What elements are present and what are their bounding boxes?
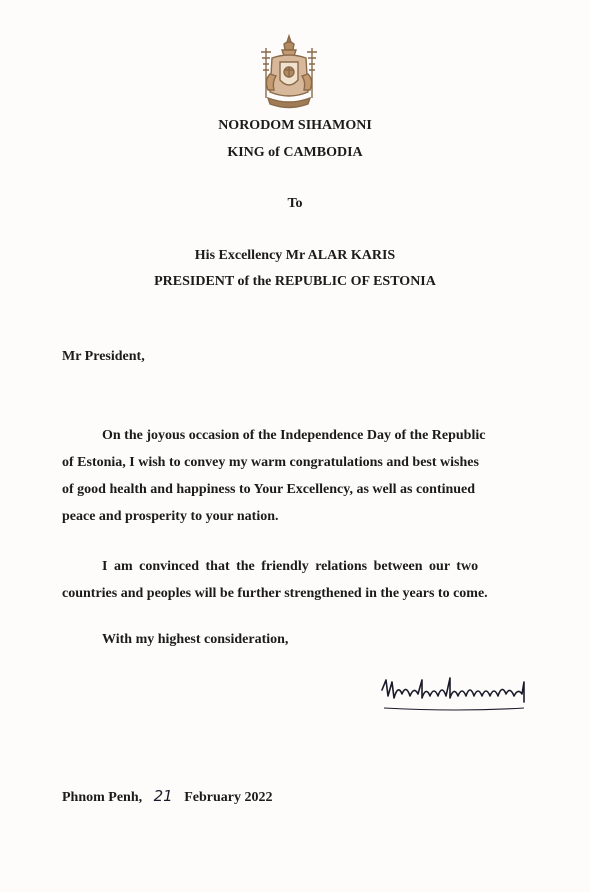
paragraph-line: I am convinced that the friendly relations between our two <box>102 559 479 574</box>
paragraph-congratulations <box>62 422 530 530</box>
paragraph-line: of good health and happiness to Your Excellency, as well as continued <box>62 482 476 497</box>
recipient-title: PRESIDENT of the REPUBLIC OF ESTONIA <box>154 274 436 289</box>
paragraph-line: On the joyous occasion of the Independence Day of the Republic <box>102 428 486 443</box>
to-label: To <box>287 196 303 211</box>
paragraph-line: of Estonia, I wish to convey my warm congratulations and best wishes <box>62 455 479 470</box>
salutation: Mr President, <box>62 349 145 364</box>
sender-title: KING of CAMBODIA <box>227 145 363 160</box>
date-month-year: February 2022 <box>184 790 273 805</box>
sender-name: NORODOM SIHAMONI <box>218 118 372 133</box>
recipient-name: His Excellency Mr ALAR KARIS <box>194 248 396 263</box>
paragraph-relations <box>62 553 530 607</box>
closing: With my highest consideration, <box>102 632 289 647</box>
paragraph-line: peace and prosperity to your nation. <box>62 509 279 524</box>
paragraph-line: countries and peoples will be further strengthened in the years to come. <box>62 586 488 601</box>
date-place: Phnom Penh, <box>62 790 143 805</box>
signature-icon <box>378 672 538 718</box>
date-day: 21 <box>153 787 173 805</box>
royal-crest-icon <box>258 34 320 112</box>
date-line <box>62 787 272 806</box>
